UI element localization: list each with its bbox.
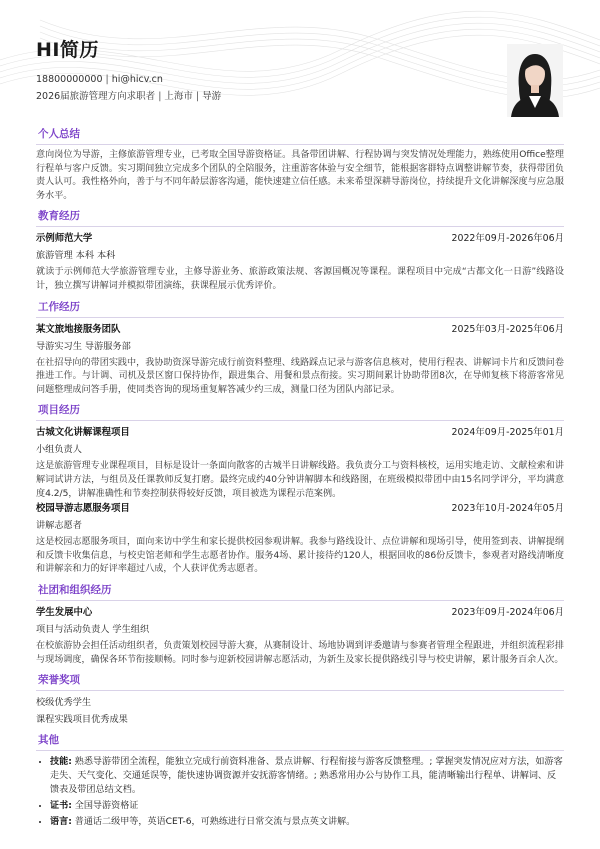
summary-text: 意向岗位为导游，主修旅游管理专业，已考取全国导游资格证。具备带团讲解、行程协调与突发情况处理能力，熟练使用Office整理行程单与客户反馈。实习期间独立完成多个团队的全陪服务，注重游客体验与安全细节，能根据客群特点调整讲解节奏，获得带团负责人认可。我性格外向，善于与不同年龄层游客沟通，能快速建立信任感。未来希望深耕导游岗位，持续提升文化讲解深度与应急服务水平。 (36, 150, 564, 201)
award-item: 校级优秀学生 (36, 697, 92, 709)
project-name: 校园导游志愿服务项目 (36, 503, 130, 515)
language-label: 语言: (50, 817, 72, 828)
company-name: 某文旅地接服务团队 (36, 323, 121, 335)
awards-title: 荣誉奖项 (36, 674, 564, 691)
organization-name: 学生发展中心 (36, 606, 93, 618)
education-date: 2022年09月-2026年06月 (451, 233, 564, 245)
other-title: 其他 (36, 734, 564, 751)
project-item (36, 426, 564, 501)
project-description: 这是校园志愿服务项目，面向来访中学生和家长提供校园参观讲解。我参与路线设计、点位讲解和现场引导，使用签到表、讲解提纲和反馈卡收集信息，与校史馆老师和学生志愿者协作。服务4场、累计接待约120人，根据回收的86份反馈卡，参观者对路线清晰度和讲解亲和力的好评率超过八成，个人获评优秀志愿者。 (36, 537, 564, 575)
language-text: 普通话二级甲等，英语CET-6，可熟练进行日常交流与景点英文讲解。 (74, 817, 356, 828)
education-section (36, 210, 564, 293)
education-entry-header (36, 232, 564, 246)
activity-date: 2023年09月-2024年06月 (451, 606, 564, 618)
job-intent-line: 2026届旅游管理方向求职者 | 上海市 | 导游 (36, 91, 222, 102)
other-list (36, 755, 564, 829)
skills-item (50, 755, 564, 797)
awards-section (36, 674, 564, 727)
phone-number: 18800000000 (36, 74, 103, 85)
city: 上海市 (164, 91, 193, 102)
certificate-item (50, 799, 564, 813)
project-role: 小组负责人 (36, 444, 82, 456)
work-section (36, 301, 564, 398)
summary-section (36, 128, 564, 203)
work-title: 工作经历 (36, 301, 564, 318)
project-description: 这是旅游管理专业课程项目，目标是设计一条面向散客的古城半日讲解线路。我负责分工与资料核校，运用实地走访、文献检索和讲解词试讲方法，与组员及任课教师反复打磨。最终完成约40分钟讲解脚本和线路图，在班级模拟带团中由15名同学评分，平均满意度4.2/5，讲解准确性和节奏控制获得较好反馈，项目被选为课程示范案例。 (36, 461, 564, 499)
project-item (36, 502, 564, 577)
activities-section (36, 584, 564, 667)
target-job: 导游 (202, 91, 222, 102)
resume-body (36, 128, 564, 831)
work-description: 在社招导向的带团实践中，我协助资深导游完成行前资料整理、线路踩点记录与游客信息核对，使用行程表、讲解词卡片和反馈问卷推进工作。与计调、司机及景区窗口保持协作，跟进集合、用餐和景点衔接。实习期间累计协助带团8次，在导师复核下将游客常见问题整理成问答手册，使同类咨询的现场重复解答减少约三成，测量口径为团队内部记录。 (36, 357, 564, 395)
person-portrait-icon (507, 44, 563, 117)
project-entry-header (36, 502, 564, 516)
summary-title: 个人总结 (36, 128, 564, 145)
skills-label: 技能: (50, 757, 72, 768)
work-entry-header (36, 323, 564, 337)
project-role: 讲解志愿者 (36, 520, 82, 532)
job-intent: 2026届旅游管理方向求职者 (36, 91, 156, 102)
project-date: 2023年10月-2024年05月 (451, 503, 564, 515)
project-entry-header (36, 426, 564, 440)
activity-role: 项目与活动负责人 学生组织 (36, 623, 150, 635)
projects-title: 项目经历 (36, 404, 564, 421)
project-date: 2024年09月-2025年01月 (451, 427, 564, 439)
education-title: 教育经历 (36, 210, 564, 227)
certificate-label: 证书: (50, 801, 72, 812)
work-role: 导游实习生 导游服务部 (36, 340, 131, 352)
activity-entry-header (36, 606, 564, 620)
email-address: hi@hicv.cn (111, 74, 163, 85)
education-major: 旅游管理 本科 本科 (36, 250, 116, 262)
activity-description: 在校旅游协会担任活动组织者，负责策划校园导游大赛，从赛制设计、场地协调到评委邀请与参赛者管理全程跟进，并组织流程彩排与现场调度，确保各环节衔接顺畅。同时参与迎新校园讲解志愿活动，为新生及家长提供路线引导与校史讲解，累计服务百余人次。 (36, 640, 564, 665)
project-name: 古城文化讲解课程项目 (36, 427, 130, 439)
contact-info: 18800000000 | hi@hicv.cn (36, 74, 163, 85)
school-name: 示例师范大学 (36, 233, 93, 245)
work-date: 2025年03月-2025年06月 (451, 323, 564, 335)
certificate-text: 全国导游资格证 (74, 801, 139, 812)
profile-photo (507, 44, 563, 117)
activities-title: 社团和组织经历 (36, 584, 564, 601)
language-item (50, 815, 564, 829)
resume-header (36, 38, 486, 104)
projects-section (36, 404, 564, 577)
education-description: 就读于示例师范大学旅游管理专业，主修导游业务、旅游政策法规、客源国概况等课程。课程项目中完成“古都文化一日游”线路设计，独立撰写讲解词并模拟带团演练，获课程展示优秀评价。 (36, 267, 564, 291)
award-item: 课程实践项目优秀成果 (36, 714, 128, 726)
candidate-name: HI简历 (36, 39, 99, 61)
skills-text: 熟悉导游带团全流程，能独立完成行前资料准备、景点讲解、行程衔接与游客反馈整理。; 掌握突发情况应对方法，如游客走失、天气变化、交通延误等，能快速协调资源并安抚游客情绪。; 熟悉常用办公与协作工具，能清晰输出行程单、讲解词、反馈表及带团总结文档。 (50, 757, 563, 796)
other-section (36, 734, 564, 829)
